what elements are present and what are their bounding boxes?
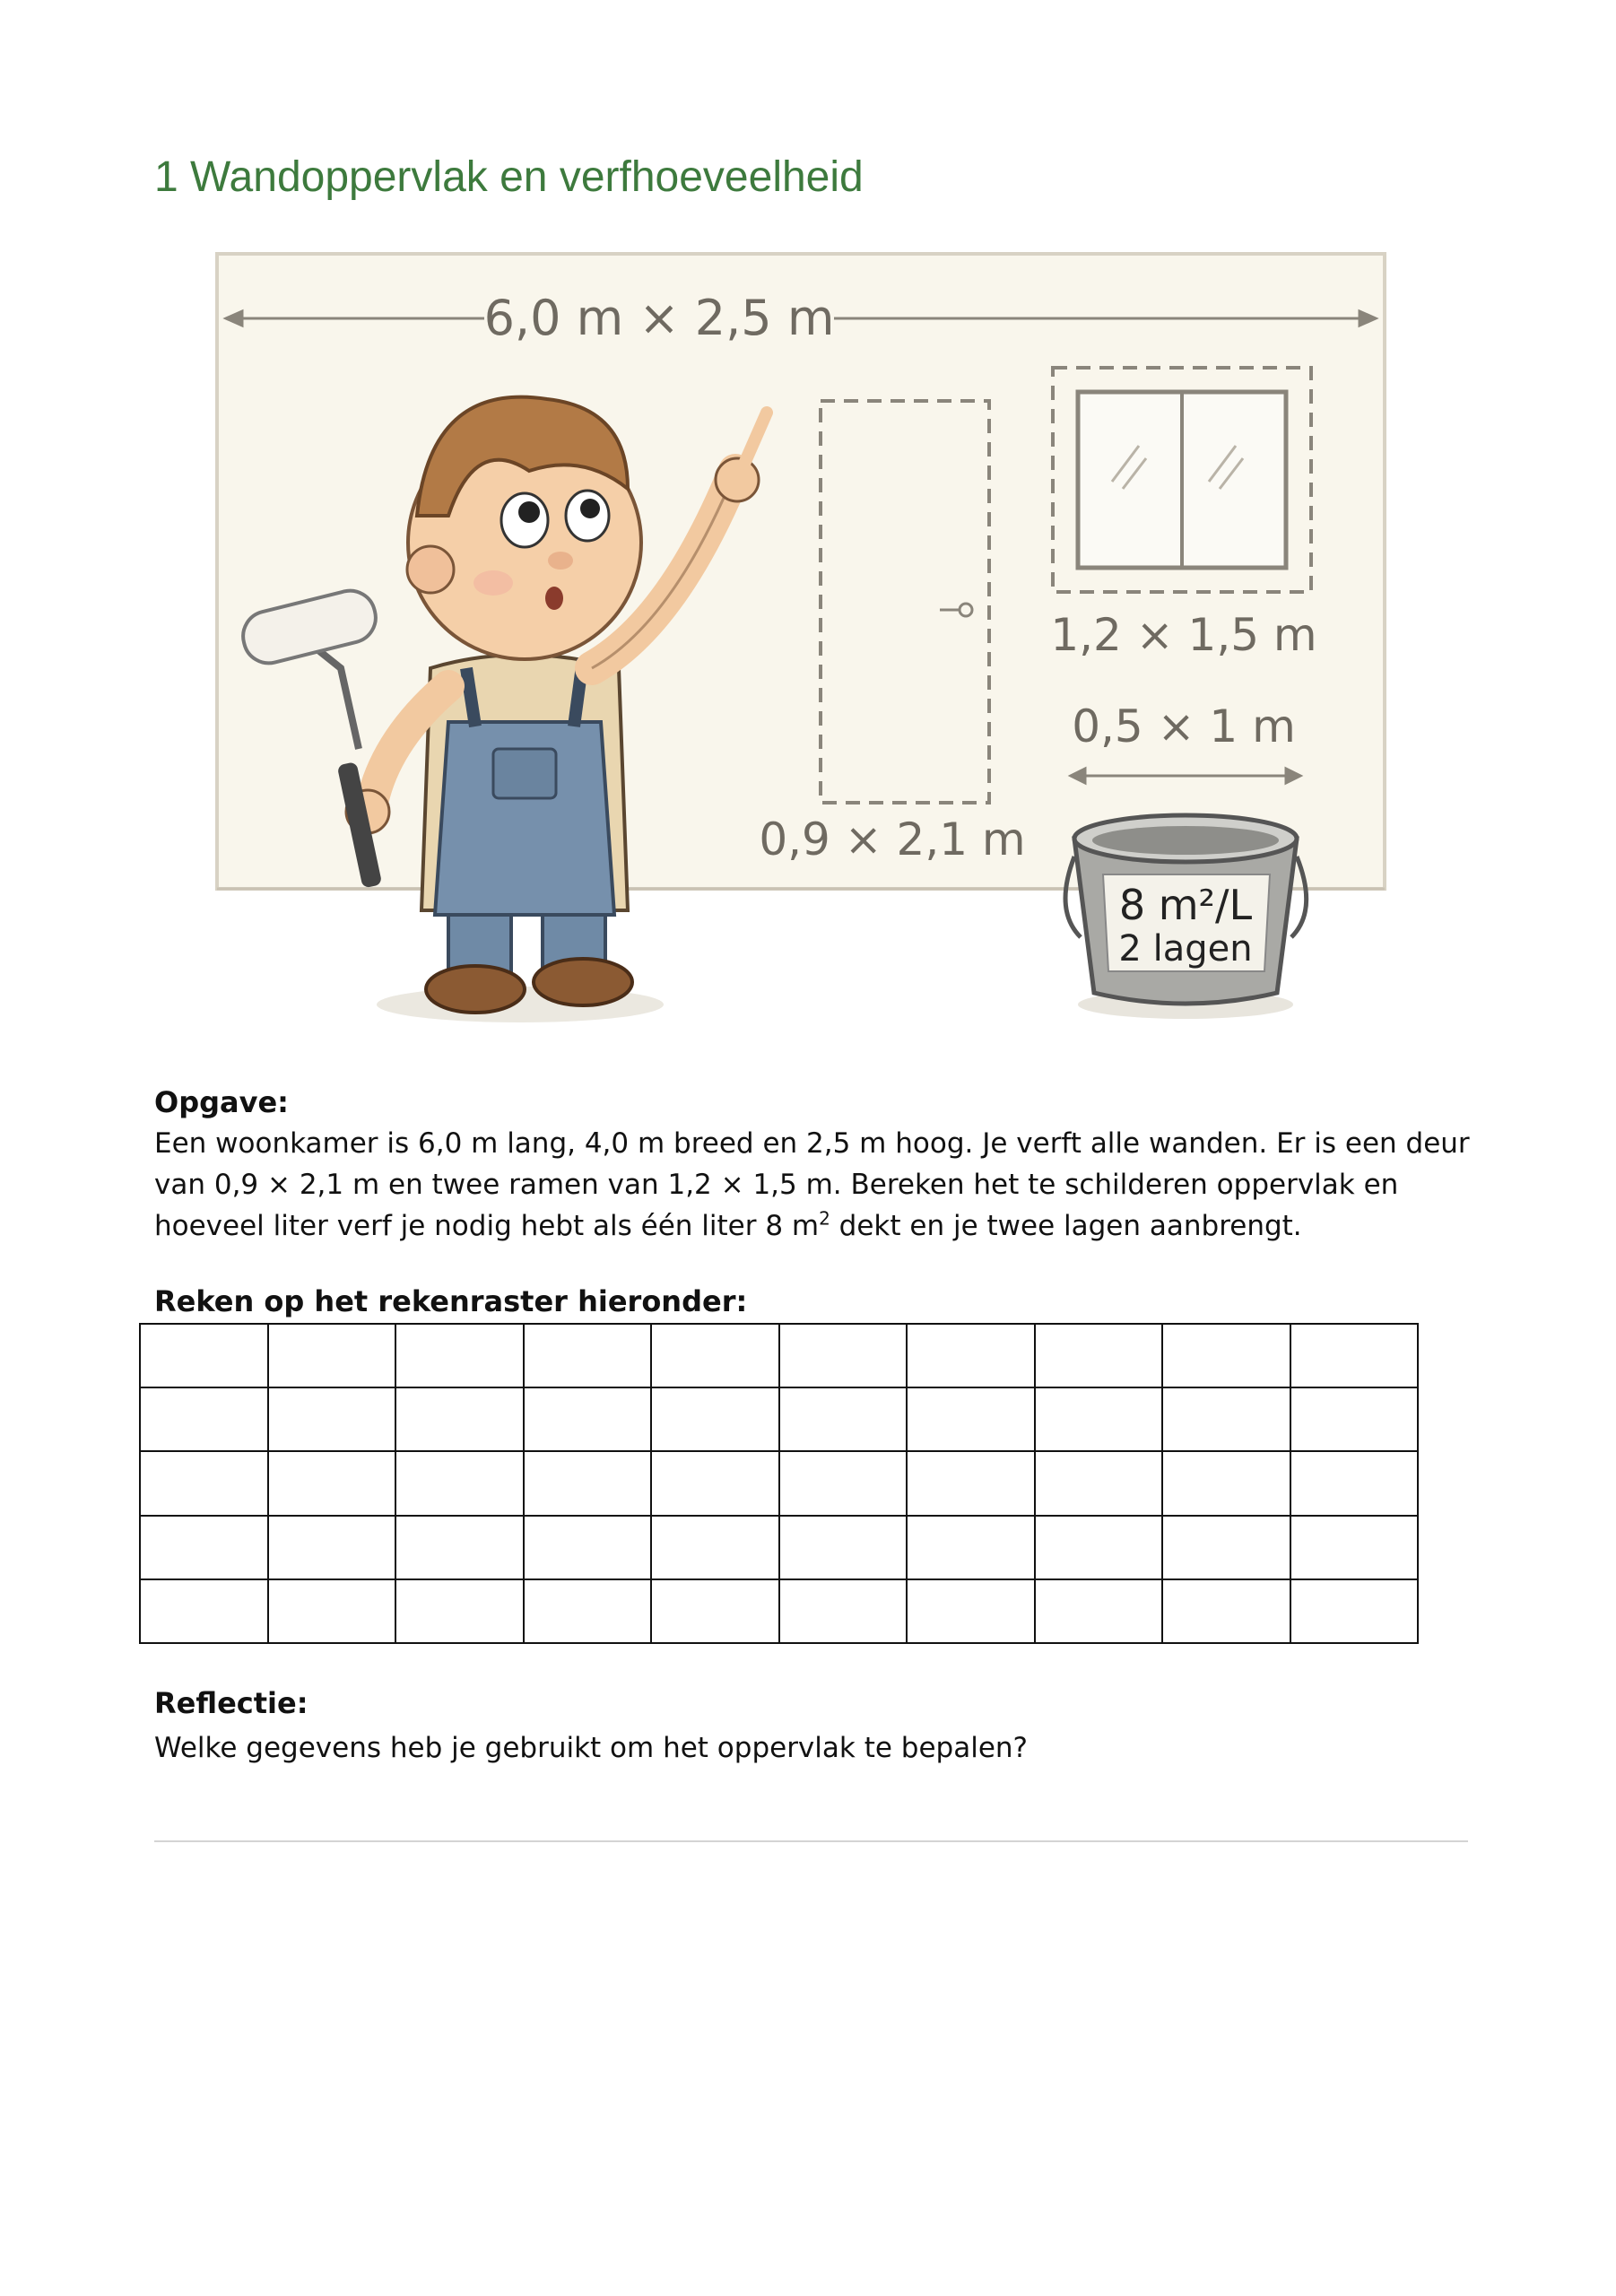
- grid-cell[interactable]: [1162, 1516, 1290, 1579]
- grid-cell[interactable]: [907, 1451, 1035, 1515]
- grid-row: [140, 1516, 1418, 1579]
- grid-cell[interactable]: [1290, 1451, 1419, 1515]
- wall-area: [217, 254, 1385, 889]
- grid-cell[interactable]: [1290, 1516, 1419, 1579]
- grid-cell[interactable]: [779, 1451, 908, 1515]
- grid-cell[interactable]: [779, 1516, 908, 1579]
- grid-cell[interactable]: [140, 1387, 268, 1451]
- grid-row: [140, 1451, 1418, 1515]
- grid-cell[interactable]: [907, 1516, 1035, 1579]
- grid-cell[interactable]: [651, 1324, 779, 1387]
- grid-cell[interactable]: [524, 1516, 652, 1579]
- grid-cell[interactable]: [1162, 1324, 1290, 1387]
- grid-cell[interactable]: [395, 1579, 524, 1643]
- door-dimension-label: 0,9 × 2,1 m: [759, 813, 1026, 865]
- svg-text:8 m²/L: 8 m²/L: [1118, 881, 1253, 929]
- grid-cell[interactable]: [268, 1579, 396, 1643]
- extra-dimension-label: 0,5 × 1 m: [1072, 700, 1296, 752]
- grid-cell[interactable]: [1290, 1579, 1419, 1643]
- grid-cell[interactable]: [268, 1387, 396, 1451]
- grid-cell[interactable]: [395, 1451, 524, 1515]
- grid-heading: Reken op het rekenraster hieronder:: [154, 1284, 748, 1318]
- grid-cell[interactable]: [907, 1579, 1035, 1643]
- grid-cell[interactable]: [779, 1324, 908, 1387]
- grid-cell[interactable]: [651, 1579, 779, 1643]
- grid-cell[interactable]: [140, 1579, 268, 1643]
- grid-cell[interactable]: [1035, 1387, 1163, 1451]
- svg-text:2 lagen: 2 lagen: [1118, 928, 1253, 970]
- opgave-text: Een woonkamer is 6,0 m lang, 4,0 m breed en 2,5 m hoog. Je verft alle wanden. Er is een deur van 0,9 × 2,1 m en twee ramen van 1,2 × 1,5 m. Bereken het te schilderen oppervlak en hoeveel liter verf je nodig hebt als één liter 8 $m^2$ dekt en je twee lagen aanbrengt.: [154, 1127, 1470, 1242]
- opgave-heading: Opgave:: [154, 1085, 289, 1119]
- grid-cell[interactable]: [395, 1516, 524, 1579]
- grid-cell[interactable]: [1035, 1324, 1163, 1387]
- grid-cell[interactable]: [1162, 1387, 1290, 1451]
- grid-cell[interactable]: [779, 1387, 908, 1451]
- window-dimension-label: 1,2 × 1,5 m: [1050, 609, 1317, 661]
- grid-cell[interactable]: [140, 1451, 268, 1515]
- painting-illustration: [206, 247, 1408, 1036]
- grid-cell[interactable]: [1035, 1516, 1163, 1579]
- grid-cell[interactable]: [779, 1579, 908, 1643]
- grid-cell[interactable]: [268, 1516, 396, 1579]
- grid-cell[interactable]: [395, 1324, 524, 1387]
- grid-cell[interactable]: [524, 1387, 652, 1451]
- grid-cell[interactable]: [524, 1579, 652, 1643]
- grid-cell[interactable]: [395, 1387, 524, 1451]
- grid-cell[interactable]: [651, 1387, 779, 1451]
- grid-row: [140, 1324, 1418, 1387]
- grid-cell[interactable]: [140, 1516, 268, 1579]
- grid-cell[interactable]: [268, 1324, 396, 1387]
- grid-cell[interactable]: [1290, 1324, 1419, 1387]
- grid-cell[interactable]: [1035, 1451, 1163, 1515]
- grid-row: [140, 1387, 1418, 1451]
- grid-cell[interactable]: [1035, 1579, 1163, 1643]
- grid-cell[interactable]: [1290, 1387, 1419, 1451]
- grid-cell[interactable]: [524, 1324, 652, 1387]
- grid-cell[interactable]: [524, 1451, 652, 1515]
- grid-cell[interactable]: [1162, 1451, 1290, 1515]
- reflectie-heading: Reflectie:: [154, 1686, 308, 1720]
- page-title: 1 Wandoppervlak en verfhoeveelheid: [154, 153, 864, 201]
- reflectie-question: Welke gegevens heb je gebruikt om het oppervlak te bepalen?: [154, 1732, 1028, 1764]
- grid-cell[interactable]: [907, 1324, 1035, 1387]
- grid-cell[interactable]: [1162, 1579, 1290, 1643]
- wall-dimension-label: 6,0 m × 2,5 m: [483, 290, 835, 346]
- grid-cell[interactable]: [907, 1387, 1035, 1451]
- grid-cell[interactable]: [651, 1516, 779, 1579]
- answer-line[interactable]: [154, 1840, 1468, 1842]
- paint-bucket-icon: [1065, 815, 1307, 1019]
- grid-cell[interactable]: [140, 1324, 268, 1387]
- calculation-grid[interactable]: [139, 1323, 1419, 1644]
- grid-cell[interactable]: [268, 1451, 396, 1515]
- grid-row: [140, 1579, 1418, 1643]
- grid-cell[interactable]: [651, 1451, 779, 1515]
